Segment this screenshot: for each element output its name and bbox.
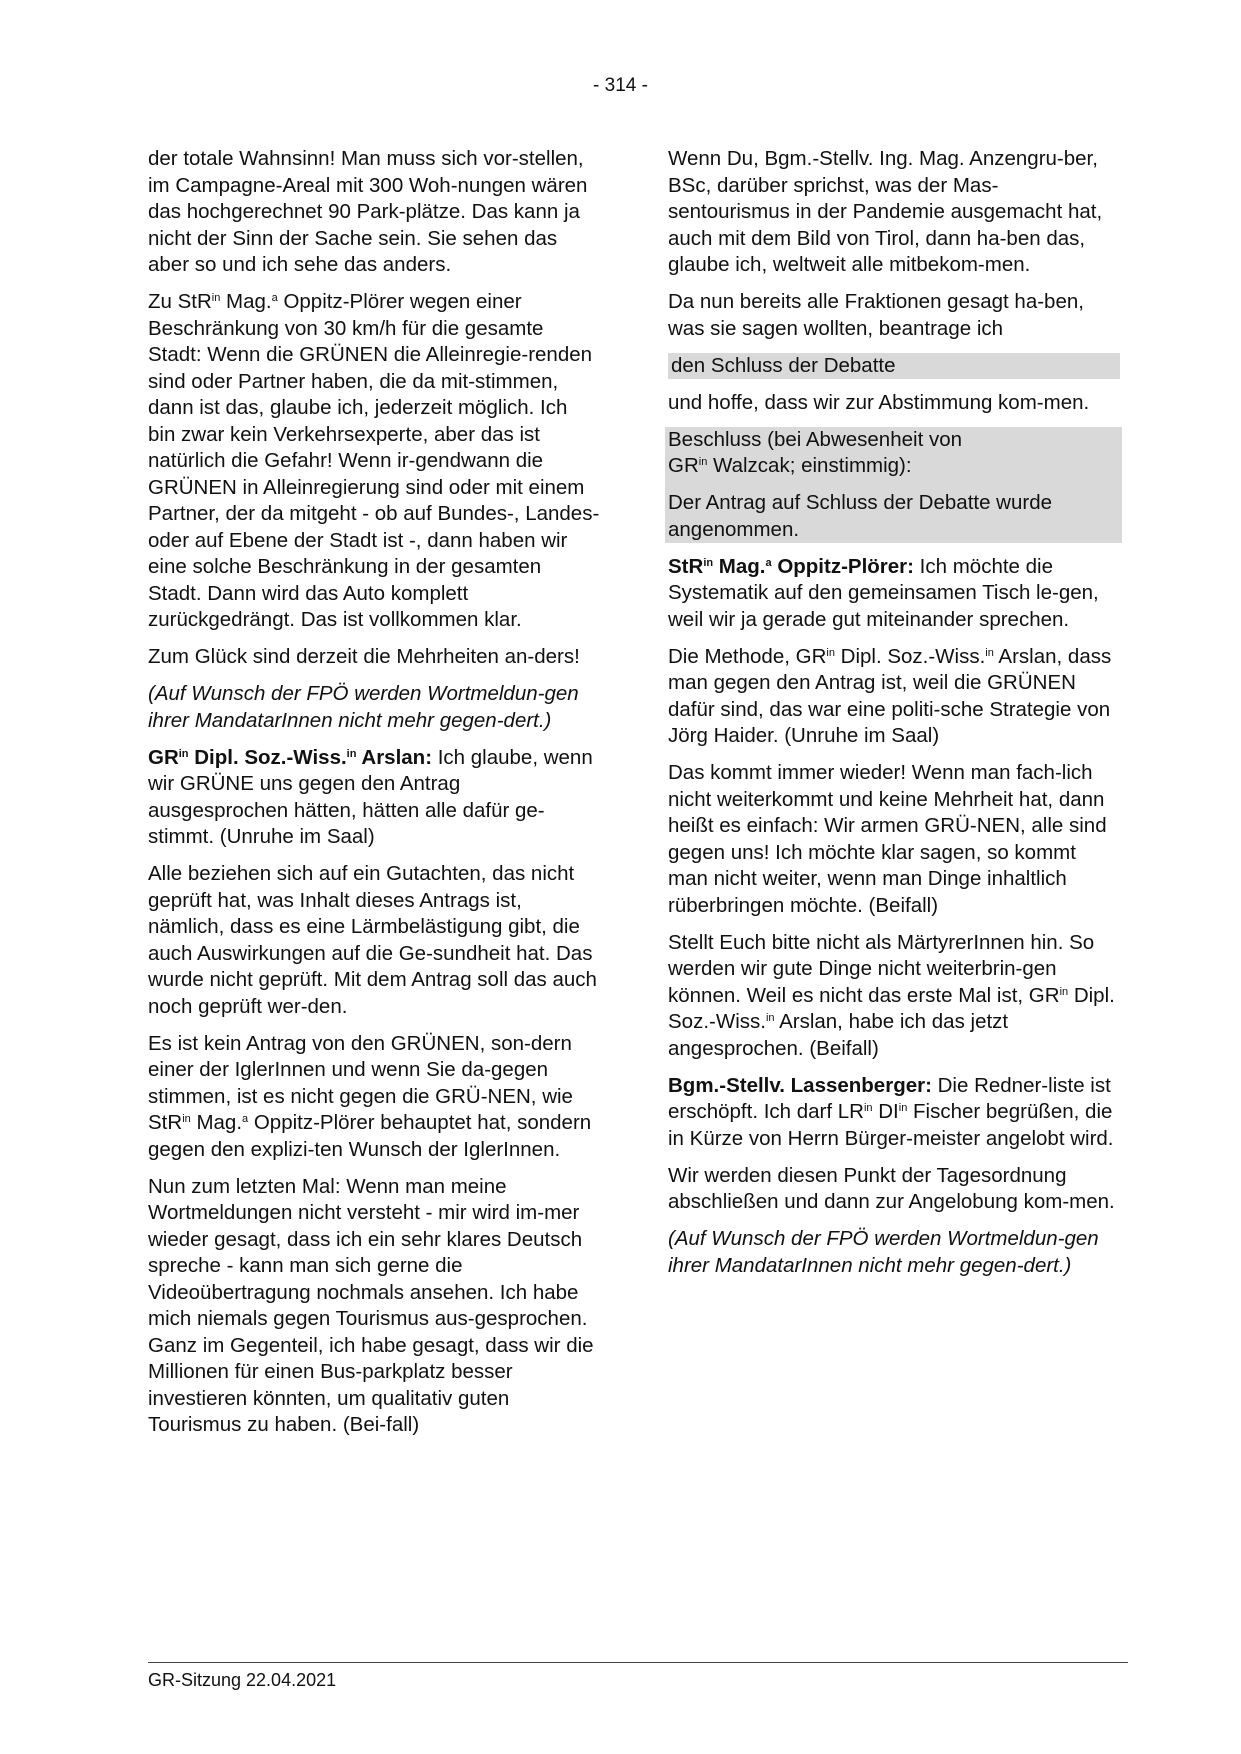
note-paragraph: (Auf Wunsch der FPÖ werden Wortmeldun-gen ihrer MandatarInnen nicht mehr gegen-dert.) — [668, 1227, 1099, 1277]
paragraph: Stellt Euch bitte nicht als MärtyrerInnen hin. So werden wir gute Dinge nicht weiterbrin-gen können. Weil es nicht das erste Mal ist, $GR^{in}$ Dipl. Soz.-Wiss.$^{in}$ Arslan, habe ich das jetzt angesprochen. (Beifall) — [668, 930, 1115, 1060]
paragraph: Es ist kein Antrag von den GRÜNEN, son-dern einer der IglerInnen und wenn Sie da-gegen stimmen, ist es nicht gegen die GRÜ-NEN, wie StR$^{in}$ Mag.$^a$ Oppitz-Plörer behauptet hat, sondern gegen den explizi-ten Wunsch der IglerInnen. — [148, 1031, 592, 1161]
speaker-name: StR$^{in}$ Mag.$^a$ Oppitz-Plörer: — [668, 554, 914, 578]
motion-box: den Schluss der Debatte — [668, 353, 1120, 380]
right-column — [668, 146, 1120, 1290]
speaker-paragraph: StR$^{in}$ Mag.$^a$ Oppitz-Plörer: Ich möchte die Systematik auf den gemeinsamen Tisch le-gen, weil wir ja gerade gut miteinander sprechen. — [668, 554, 1099, 631]
speaker-paragraph: $GR^{in}$ Dipl. Soz.-Wiss.$^{in}$ Arslan: Ich glaube, wenn wir GRÜNE uns gegen den Antrag ausgesprochen hätten, hätten alle dafür ge-stimmt. (Unruhe im Saal) — [148, 745, 593, 848]
note-paragraph: (Auf Wunsch der FPÖ werden Wortmeldun-gen ihrer MandatarInnen nicht mehr gegen-dert.) — [148, 682, 579, 732]
paragraph: Nun zum letzten Mal: Wenn man meine Wortmeldungen nicht versteht - mir wird im-mer wieder gesagt, dass ich ein sehr klares Deutsch spreche - kann man sich gerne die Videoübertragung nochmals ansehen. Ich habe mich niemals gegen Tourismus aus-gesprochen. Ganz im Gegenteil, ich habe gesagt, dass wir die Millionen für einen Bus-parkplatz besser investieren könnten, um qualitativ guten Tourismus zu haben. (Bei-fall) — [148, 1174, 594, 1436]
paragraph: Da nun bereits alle Fraktionen gesagt ha-ben, was sie sagen wollten, beantrage ich — [668, 290, 1084, 340]
paragraph: Die Methode, $GR^{in}$ Dipl. Soz.-Wiss.$^{in}$ Arslan, dass man gegen den Antrag ist, weil die GRÜNEN dafür sind, das war eine politi-sche Strategie von Jörg Haider. (Unruhe im Saal) — [668, 644, 1112, 747]
speaker-name: $GR^{in}$ Dipl. Soz.-Wiss.$^{in}$ Arslan: — [148, 745, 433, 769]
page-number: - 314 - — [593, 75, 648, 96]
paragraph: und hoffe, dass wir zur Abstimmung kom-men. — [668, 390, 1090, 414]
footer-divider — [148, 1662, 1128, 1663]
paragraph: Wir werden diesen Punkt der Tagesordnung abschließen und dann zur Angelobung kom-men. — [668, 1163, 1115, 1213]
paragraph: der totale Wahnsinn! Man muss sich vor-stellen, im Campagne-Areal mit 300 Woh-nungen wären das hochgerechnet 90 Park-plätze. Das kann ja nicht der Sinn der Sache sein. Sie sehen das aber so und ich sehe das anders. — [148, 147, 588, 276]
speaker-name: Bgm.-Stellv. Lassenberger: — [668, 1073, 932, 1097]
paragraph: Zum Glück sind derzeit die Mehrheiten an-ders! — [148, 645, 580, 668]
paragraph: Zu StR$^{in}$ Mag.$^a$ Oppitz-Plörer wegen einer Beschränkung von 30 km/h für die gesamte Stadt: Wenn die GRÜNEN die Alleinregie-renden sind oder Partner haben, die da mit-stimmen, dann ist das, glaube ich, jederzeit möglich. Ich bin zwar kein Verkehrsexperte, aber das ist natürlich die Gefahr! Wenn ir-gendwann die GRÜNEN in Alleinregierung sind oder mit einem Partner, der da mitgeht - ob auf Bundes-, Landes- oder auf Ebene der Stadt ist -, dann haben wir eine solche Beschränkung in der gesamten Stadt. Dann wird das Auto komplett zurückgedrängt. Das ist vollkommen klar. — [148, 290, 600, 631]
resolution-text: Der Antrag auf Schluss der Debatte wurde angenommen. — [668, 491, 1053, 541]
paragraph: Das kommt immer wieder! Wenn man fach-lich nicht weiterkommt und keine Mehrheit hat, dann heißt es einfach: Wir armen GRÜ-NEN, alle sind gegen uns! Ich möchte klar sagen, so kommt man nicht weiter, wenn man Dinge inhaltlich rüberbringen möchte. (Beifall) — [668, 761, 1107, 917]
footer-session-date: GR-Sitzung 22.04.2021 — [148, 1670, 337, 1690]
speaker-paragraph: Bgm.-Stellv. Lassenberger: Die Redner-liste ist erschöpft. Ich darf $LR^{in}$ $DI^{in}$ Fischer begrüßen, die in Kürze von Herrn Bürger-meister angelobt wird. — [668, 1073, 1114, 1150]
resolution-box — [665, 427, 1122, 544]
paragraph: Wenn Du, Bgm.-Stellv. Ing. Mag. Anzengru-ber, BSc, darüber sprichst, was der Mas-sentourismus in der Pandemie ausgemacht hat, auch mit dem Bild von Tirol, dann ha-ben das, glaube ich, weltweit alle mitbekom-men. — [668, 147, 1103, 276]
resolution-heading: Beschluss (bei Abwesenheit von $GR^{in}$ Walzcak; einstimmig): — [668, 427, 963, 477]
paragraph: Alle beziehen sich auf ein Gutachten, das nicht geprüft hat, was Inhalt dieses Antrags ist, nämlich, dass es eine Lärmbelästigung gibt, die auch Auswirkungen auf die Ge-sundheit hat. Das wurde nicht geprüft. Mit dem Antrag soll das auch noch geprüft wer-den. — [148, 862, 597, 1018]
left-column — [148, 146, 600, 1449]
